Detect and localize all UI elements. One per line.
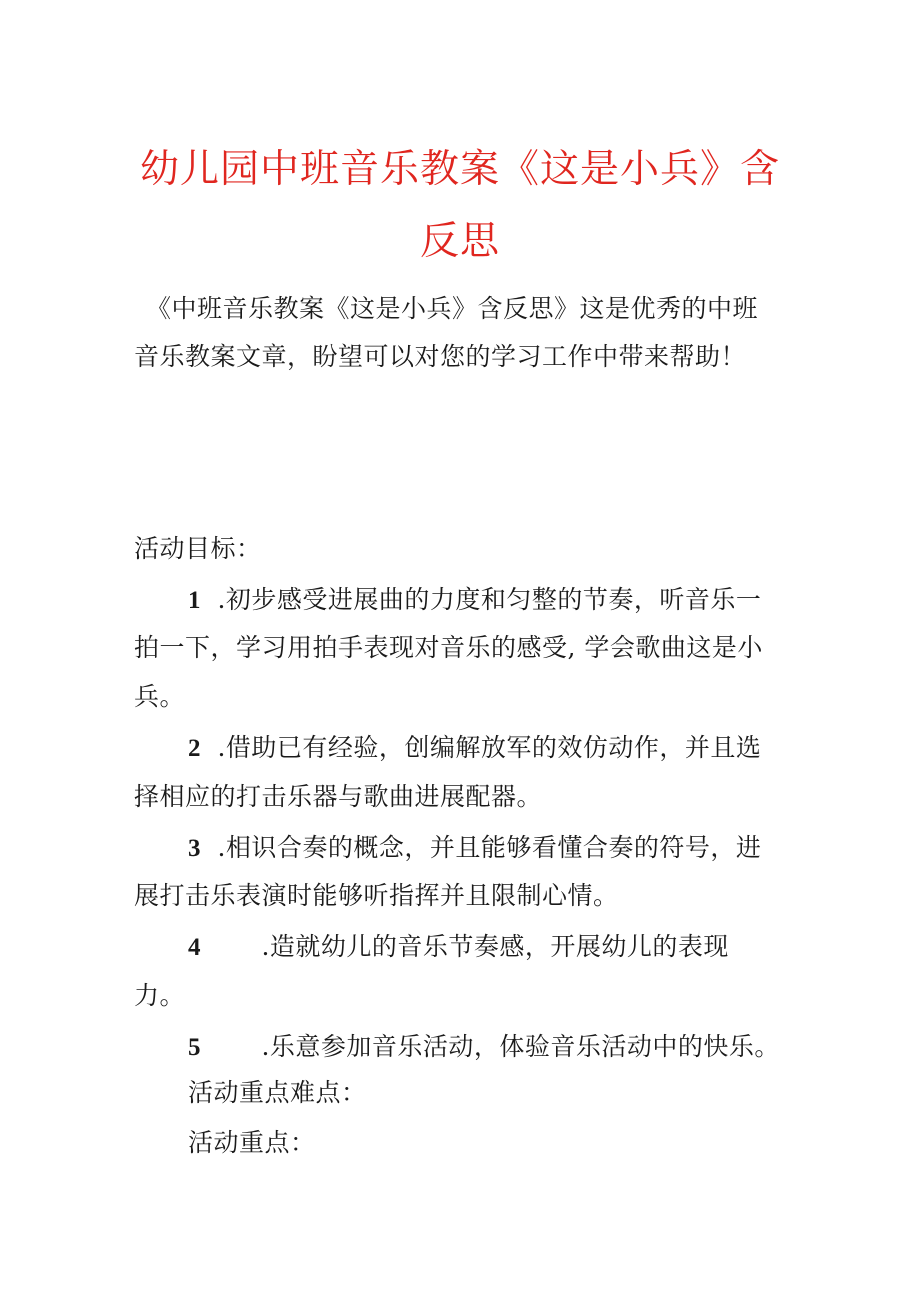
goal-text: .造就幼儿的音乐节奏感，开展幼儿的表现 bbox=[261, 932, 729, 961]
document-title-line1: 幼儿园中班音乐教案《这是小兵》含 bbox=[139, 147, 780, 192]
goal-number: 5 bbox=[188, 1034, 201, 1061]
goal-text: .乐意参加音乐活动，体验音乐活动中的快乐。 bbox=[261, 1032, 780, 1061]
document-title-line2: 反思 bbox=[419, 219, 500, 264]
goal-text: .相识合奏的概念，并且能够看懂合奏的符号，进 bbox=[217, 833, 762, 862]
goal-5-line1 bbox=[188, 1034, 780, 1060]
goal-text: .初步感受进展曲的力度和匀整的节奏，听音乐一 bbox=[217, 585, 762, 614]
goal-number: 3 bbox=[188, 835, 201, 862]
intro-line2: 音乐教案文章，盼望可以对您的学习工作中带来帮助！ bbox=[134, 342, 747, 371]
goal-3-line1 bbox=[188, 835, 761, 861]
goal-4-line1 bbox=[188, 934, 729, 960]
intro-line1: 《中班音乐教案《这是小兵》含反思》这是优秀的中班 bbox=[146, 294, 759, 323]
goal-number: 1 bbox=[188, 587, 201, 614]
goal-1-line3: 兵。 bbox=[134, 682, 186, 711]
goal-4-line2: 力。 bbox=[134, 981, 186, 1010]
goal-2-line2: 择相应的打击乐器与歌曲进展配器。 bbox=[134, 782, 543, 811]
goal-number: 2 bbox=[188, 735, 201, 762]
goal-3-line2: 展打击乐表演时能够听指挥并且限制心情。 bbox=[134, 881, 619, 910]
goal-2-line1 bbox=[188, 735, 761, 761]
goal-text: .借助已有经验，创编解放军的效仿动作，并且选 bbox=[217, 733, 762, 762]
goal-1-line1 bbox=[188, 587, 761, 613]
section-heading-key-difficult: 活动重点难点： bbox=[188, 1078, 367, 1107]
goal-number: 4 bbox=[188, 934, 201, 961]
section-heading-key: 活动重点： bbox=[188, 1128, 316, 1157]
goal-1-line2: 拍一下，学习用拍手表现对音乐的感受, 学会歌曲这是小 bbox=[134, 633, 763, 662]
section-heading-goals: 活动目标： bbox=[134, 534, 262, 563]
